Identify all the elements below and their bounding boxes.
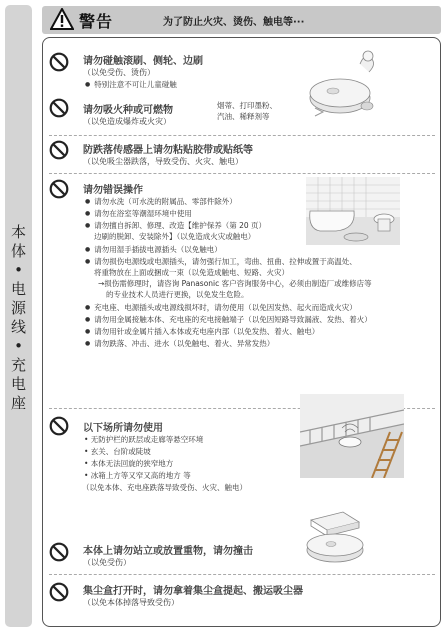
misuse-line: ● 请勿在浴室等潮湿环境中使用 [85,208,192,220]
location-line: • 无防护栏的跃层或走廊等悬空环境 [84,435,204,444]
location-line: • 本体无法回旋的狭窄地方 [84,459,174,468]
side-label [5,223,32,413]
prohibition-icon [49,140,69,160]
divider [49,574,435,575]
misuse-line: ● 充电座、电源插头或电源线损坏时，请勿使用（以免因发热、起火而造成火灾） [85,302,357,314]
misuse-line: ● 请勿用针或金属片插入本体或充电座内部（以免发热、着火、触电） [85,326,319,338]
section-sub: （以免造成爆炸或火灾） [83,117,171,126]
warning-frame [42,37,441,627]
divider [49,173,435,174]
section-sub: （以免本体掉落导致受伤） [83,598,179,607]
misuse-line-cont: 边刷的脱卸、安装除外】（以免造成火灾或触电） [94,232,256,241]
prohibition-icon [49,52,69,72]
side-char: 充 [10,356,26,374]
side-char: • [14,337,23,355]
section-title: 本体上请勿站立或放置重物，请勿撞击 [83,546,253,557]
section-note: ● 特别注意不可让儿童碰触 [85,79,177,91]
side-char: 座 [10,394,26,412]
section-title: 集尘盒打开时，请勿拿着集尘盒提起、搬运吸尘器 [83,586,303,597]
section-title: 防跌落传感器上请勿粘贴胶带或贴纸等 [83,145,253,156]
section-sub: （以免吸尘器跌落，导致受伤、火灾、触电） [83,157,243,166]
bathroom-illustration [306,177,400,245]
warning-triangle-icon [50,8,74,30]
flammable-items: 烟蒂、打印墨粉、 汽油、稀释剂等 [217,101,277,121]
misuse-line: ● 请勿跌落、冲击、进水（以免触电、着火、异常发热） [85,338,274,350]
section-title: 请勿碰触滚刷、侧轮、边刷 [83,56,203,67]
warning-subtitle: 为了防止火灾、烫伤、触电等··· [163,17,305,28]
side-char: 线 [10,318,26,336]
prohibition-icon [49,416,69,436]
prohibition-icon [49,582,69,602]
misuse-line-cont: 将重物放在上面或捆成一束（以免造成触电、短路、火灾） [94,268,289,277]
misuse-line: ● 请勿水洗（可水洗的附属品、零部件除外） [85,196,237,208]
side-char: 体 [10,242,26,260]
section-title: 请勿吸火种或可燃物 [83,105,173,116]
misuse-line: ● 请勿用湿手插拔电源插头（以免触电） [85,244,222,256]
side-char: 本 [10,223,26,241]
misuse-line-cont: 的专业技术人员进行更换，以免发生危险。 [106,290,249,299]
side-char: • [14,261,23,279]
warning-header [42,6,441,34]
divider [49,135,435,136]
side-tab [5,5,32,627]
misuse-line: ● 请勿损伤电源线或电源插头，请勿强行加工，弯曲、扭曲、拉伸或置于高温处、 [85,256,357,268]
location-line: • 玄关、台阶或陡坡 [84,447,151,456]
side-char: 电 [10,375,26,393]
robot-vacuum-brush-illustration [305,46,385,128]
location-line: • 冰箱上方等又窄又高的地方 等 [84,471,191,480]
misuse-line: ● 请勿用金属接触本体、充电座的充电接触端子（以免因短路导致漏液、发热、着火） [85,314,372,326]
side-char: 源 [10,299,26,317]
section-title: 请勿错误操作 [83,185,143,196]
location-line: （以免本体、充电座跌落导致受伤、火灾、触电） [82,483,247,492]
warning-title: 警告 [79,12,114,31]
section-title: 以下场所请勿使用 [83,423,163,434]
balcony-stairs-illustration [300,394,404,478]
prohibition-icon [49,542,69,562]
misuse-line: ● 请勿擅自拆卸、修理、改造【维护保养（第 20 页） [85,220,266,232]
prohibition-icon [49,98,69,118]
robot-vacuum-weight-illustration [303,510,367,566]
side-char: 电 [10,280,26,298]
prohibition-icon [49,179,69,199]
misuse-line-cont: →损伤需修理时，请咨询 Panasonic 客户咨询服务中心，必须由制造厂或维修店等 [98,279,372,288]
section-sub: （以免受伤、烫伤） [83,68,155,77]
section-sub: （以免受伤） [83,558,131,567]
